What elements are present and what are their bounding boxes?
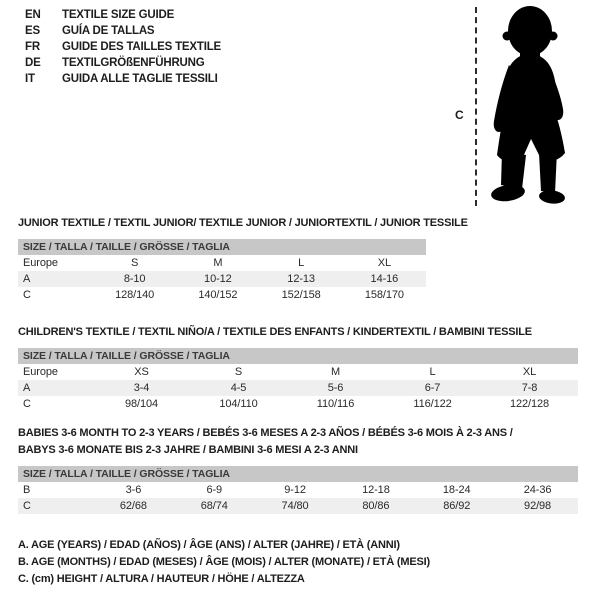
value-cell: 8-10 [123, 273, 146, 285]
value-cell: 158/170 [364, 289, 404, 301]
value-cell: 116/122 [413, 398, 452, 410]
legend-line: A. AGE (YEARS) / EDAD (AÑOS) / ÂGE (ANS) / ALTER (JAHRE) / ETÀ (ANNI) [18, 539, 400, 551]
measurement-legend [18, 537, 430, 588]
row-label-cell: Europe [23, 366, 58, 378]
babies-size-header-bar: SIZE / TALLA / TAILLE / GRÖSSE / TAGLIA [18, 466, 578, 482]
value-cell: 110/116 [316, 398, 355, 410]
table-title-line: BABIES 3-6 MONTH TO 2-3 YEARS / BEBÉS 3-6 MESES A 2-3 AÑOS / BÉBÉS 3-6 MOIS À 2-3 ANS / [18, 427, 513, 439]
table-row [18, 287, 426, 303]
language-code: FR [25, 41, 40, 53]
babies-table-title [18, 425, 578, 459]
table-row [18, 255, 426, 271]
language-code: DE [25, 57, 41, 69]
value-cell: M [330, 366, 341, 378]
value-cell: 4-5 [230, 382, 247, 394]
value-cell: 122/128 [509, 398, 550, 410]
children-size-table [18, 364, 578, 412]
junior-size-table [18, 255, 426, 303]
table-title-line: CHILDREN'S TEXTILE / TEXTIL NIÑO/A / TEXTILE DES ENFANTS / KINDERTEXTIL / BAMBINI TESSILE [18, 326, 532, 338]
value-cell: 7-8 [521, 382, 538, 394]
value-cell: XL [377, 257, 391, 269]
value-cell: 68/74 [200, 500, 228, 512]
value-cell: 3-4 [133, 382, 150, 394]
children-size-header-bar: SIZE / TALLA / TAILLE / GRÖSSE / TAGLIA [18, 348, 578, 364]
language-title: GUIDA ALLE TAGLIE TESSILI [62, 73, 218, 85]
row-label-cell: A [23, 273, 31, 285]
row-label-cell: C [23, 500, 31, 512]
value-cell: 62/68 [119, 500, 147, 512]
row-label-cell: C [23, 289, 31, 301]
children-textile-section [18, 324, 578, 412]
value-cell: 10-12 [204, 273, 232, 285]
value-cell: 98/104 [124, 398, 159, 410]
height-measure-dotted-line [475, 7, 477, 206]
baby-silhouette-icon [487, 5, 595, 207]
value-cell: XL [522, 366, 537, 378]
legend-line: B. AGE (MONTHS) / EDAD (MESES) / ÂGE (MOIS) / ALTER (MONATE) / ETÀ (MESI) [18, 556, 430, 568]
value-cell: 140/152 [198, 289, 238, 301]
value-cell: 14-16 [370, 273, 399, 285]
value-cell: 6-7 [424, 382, 441, 394]
row-label-cell: B [23, 484, 31, 496]
table-row [18, 482, 578, 498]
language-list [25, 7, 221, 87]
row-label-cell: A [23, 382, 31, 394]
language-code: ES [25, 25, 40, 37]
value-cell: 80/86 [362, 500, 390, 512]
height-measure-label: C [455, 108, 464, 122]
value-cell: L [298, 257, 305, 269]
value-cell: 86/92 [443, 500, 471, 512]
table-title-line: BABYS 3-6 MONATE BIS 2-3 JAHRE / BAMBINI 3-6 MESI A 2-3 ANNI [18, 444, 358, 456]
value-cell: 18-24 [442, 484, 471, 496]
value-cell: 9-12 [284, 484, 306, 496]
language-title: GUÍA DE TALLAS [62, 25, 155, 37]
table-row [18, 396, 578, 412]
value-cell: 5-6 [327, 382, 344, 394]
value-cell: 12-18 [362, 484, 390, 496]
language-code: EN [25, 9, 41, 21]
table-row [18, 380, 578, 396]
value-cell: S [234, 366, 243, 378]
value-cell: XS [134, 366, 149, 378]
children-table-title [18, 324, 578, 341]
language-title: TEXTILE SIZE GUIDE [62, 9, 175, 21]
value-cell: 128/140 [115, 289, 155, 301]
value-cell: 3-6 [125, 484, 142, 496]
value-cell: 152/158 [281, 289, 321, 301]
row-label-cell: Europe [23, 257, 58, 269]
babies-size-table [18, 482, 578, 514]
value-cell: 24-36 [523, 484, 552, 496]
junior-table-title [18, 215, 468, 232]
table-row [18, 271, 426, 287]
value-cell: M [213, 257, 223, 269]
value-cell: 6-9 [206, 484, 223, 496]
babies-textile-section [18, 425, 578, 514]
value-cell: 104/110 [219, 398, 258, 410]
table-row [18, 364, 578, 380]
junior-textile-section [18, 215, 468, 303]
junior-size-header-bar: SIZE / TALLA / TAILLE / GRÖSSE / TAGLIA [18, 239, 426, 255]
value-cell: 92/98 [524, 500, 552, 512]
value-cell: 12-13 [287, 273, 315, 285]
language-title: GUIDE DES TAILLES TEXTILE [62, 41, 221, 53]
legend-line: C. (cm) HEIGHT / ALTURA / HAUTEUR / HÖHE / ALTEZZA [18, 573, 305, 585]
row-label-cell: C [23, 398, 31, 410]
value-cell: S [131, 257, 139, 269]
language-title: TEXTILGRÖßENFÜHRUNG [62, 57, 205, 69]
table-row [18, 498, 578, 514]
language-code: IT [25, 73, 35, 85]
value-cell: 74/80 [281, 500, 309, 512]
table-title-line: JUNIOR TEXTILE / TEXTIL JUNIOR/ TEXTILE JUNIOR / JUNIORTEXTIL / JUNIOR TESSILE [18, 217, 468, 229]
value-cell: L [429, 366, 436, 378]
